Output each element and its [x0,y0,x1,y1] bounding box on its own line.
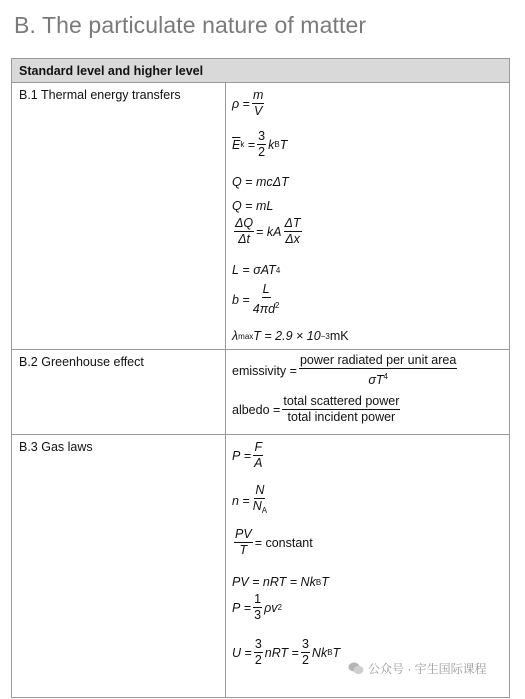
albedo-equation: albedo = $\frac{\text{total scattered power}}{\text{total incident power}}$ [232,394,400,424]
internal-energy-equation: U = $\frac{3}{2}$ nRT = $\frac{3}{2}$ Nk B T [232,637,341,667]
section-b3-title: B.3 Gas laws [19,440,93,454]
stefan-boltzmann-equation: L = σAT 4 [232,263,281,277]
conduction-equation: $\frac{\Delta Q}{\Delta t}$ = kA $\frac{\Delta T}{\Delta x}$ [235,216,301,246]
section-b2-row [12,350,509,435]
gas-constant-equation: $\frac{PV}{T}$ = constant [235,527,313,557]
moles-equation: n = $\frac{N}{N_A}$ [232,483,268,515]
wien-law-equation: λ max T = 2.9 × 10 −3 mK [232,329,349,343]
ideal-gas-equation: PV = nRT = Nk B T [232,575,329,589]
section-b2-title: B.2 Greenhouse effect [19,355,144,369]
kinetic-energy-equation: $\overline{E}$ k = $\frac{3}{2}$ k B T [232,129,288,159]
latent-heat-equation: Q = mL [232,199,274,213]
kinetic-pressure-equation: P = $\frac{1}{3}$ ρv 2 [232,592,282,622]
wechat-icon [348,662,364,675]
pressure-equation: P = $\frac{F}{A}$ [232,440,263,470]
formula-table [11,58,510,698]
specific-heat-equation: Q = mc ΔT [232,175,289,189]
brightness-equation: b = $\frac{L}{4\pi d^2}$ [232,282,280,316]
watermark-text: 公众号 · 宇生国际课程 [368,662,487,676]
emissivity-equation: emissivity = $\frac{\text{power radiated per unit area}}{\sigma T^4}$ [232,353,457,387]
page-title: B. The particulate nature of matter [14,12,367,38]
section-b1-row [12,83,509,350]
watermark [348,660,487,677]
table-header: Standard level and higher level [12,59,509,83]
section-b1-title: B.1 Thermal energy transfers [19,88,181,102]
density-equation: ρ = $\frac{m}{V}$ [232,88,264,118]
